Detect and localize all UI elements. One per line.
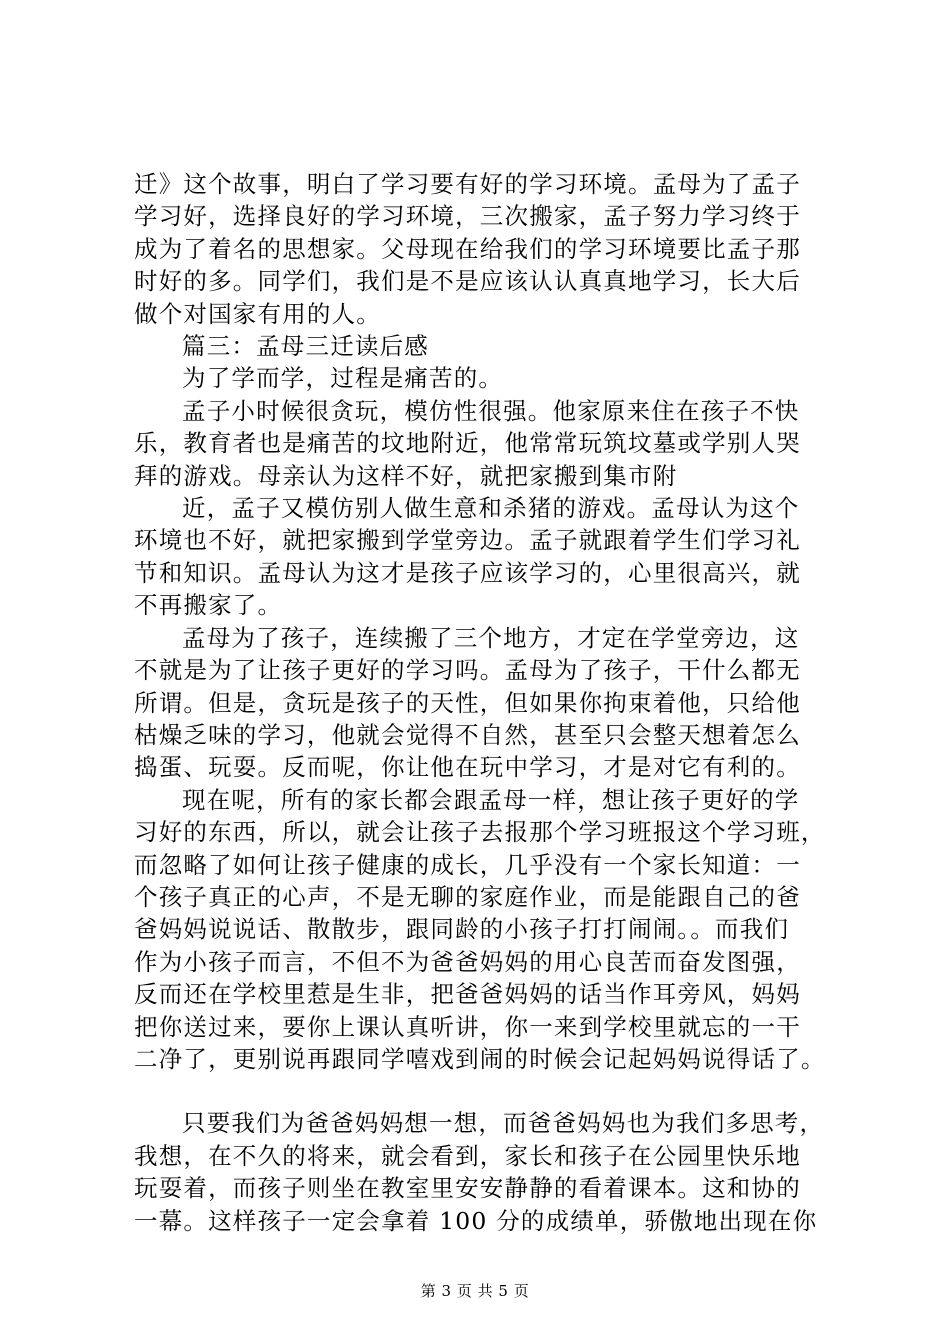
- text-line: 节和知识。孟母认为这才是孩子应该学习的，心里很高兴，就: [134, 558, 801, 587]
- paragraph: [134, 622, 834, 784]
- text-line: 一幕。这样孩子一定会拿着 100 分的成绩单，骄傲地出现在你: [134, 1206, 818, 1235]
- paragraph: [134, 362, 834, 394]
- page-footer: [0, 1281, 950, 1301]
- page-number-label: 第 3 页 共 5 页: [420, 1282, 530, 1300]
- paragraph-gap: [134, 1075, 834, 1107]
- text-line: 而忽略了如何让孩子健康的成长，几乎没有一个家长知道：一: [134, 850, 801, 879]
- document-body: [134, 168, 834, 1237]
- paragraph: [134, 168, 834, 330]
- paragraph: [134, 492, 834, 622]
- text-line: 我想，在不久的将来，就会看到，家长和孩子在公园里快乐地: [134, 1141, 801, 1170]
- text-line: 习好的东西，所以，就会让孩子去报那个学习班报这个学习班，: [134, 818, 826, 847]
- paragraph: [134, 395, 834, 492]
- text-line: 迁》这个故事，明白了学习要有好的学习环境。孟母为了孟子: [134, 170, 801, 198]
- text-line: 只要我们为爸爸妈妈想一想，而爸爸妈妈也为我们多思考，: [182, 1109, 825, 1138]
- text-line: 做个对国家有用的人。: [134, 299, 381, 328]
- text-line: 枯燥乏味的学习，他就会觉得不自然，甚至只会整天想着怎么: [134, 720, 801, 749]
- section-heading: [134, 330, 834, 362]
- text-line: 篇三：孟母三迁读后感: [182, 332, 429, 361]
- text-line: 学习好，选择良好的学习环境，三次搬家，孟子努力学习终于: [134, 202, 801, 231]
- text-line: 近，孟子又模仿别人做生意和杀猪的游戏。孟母认为这个: [182, 494, 800, 523]
- text-line: 爸妈妈说说话、散散步，跟同龄的小孩子打打闹闹。。而我们: [134, 915, 790, 944]
- text-line: 环境也不好，就把家搬到学堂旁边。孟子就跟着学生们学习礼: [134, 526, 801, 555]
- paragraph: [134, 784, 834, 1076]
- text-line: 个孩子真正的心声，不是无聊的家庭作业，而是能跟自己的爸: [134, 882, 801, 911]
- text-line: 二净了，更别说再跟同学嘻戏到闹的时候会记起妈妈说得话了。: [134, 1044, 826, 1073]
- paragraph: [134, 1107, 834, 1237]
- text-line: 为了学而学，过程是痛苦的。: [182, 364, 504, 393]
- text-line: 孟子小时候很贪玩，模仿性很强。他家原来住在孩子不快: [182, 396, 800, 425]
- text-line: 不再搬家了。: [134, 591, 283, 620]
- text-line: 作为小孩子而言，不但不为爸爸妈妈的用心良苦而奋发图强，: [134, 947, 801, 976]
- text-line: 捣蛋、玩耍。反而呢，你让他在玩中学习，才是对它有利的。: [134, 753, 801, 782]
- text-line: 玩耍着，而孩子则坐在教室里安安静静的看着课本。这和协的: [134, 1174, 801, 1203]
- text-line: 时好的多。同学们，我们是不是应该认认真真地学习，长大后: [134, 267, 801, 296]
- text-line: 不就是为了让孩子更好的学习吗。孟母为了孩子，干什么都无: [134, 656, 801, 685]
- text-line: 把你送过来，要你上课认真听讲，你一来到学校里就忘的一干: [134, 1012, 801, 1041]
- text-line: 成为了着名的思想家。父母现在给我们的学习环境要比孟子那: [134, 234, 801, 263]
- text-line: 反而还在学校里惹是生非，把爸爸妈妈的话当作耳旁风，妈妈: [134, 980, 801, 1009]
- text-line: 拜的游戏。母亲认为这样不好，就把家搬到集市附: [134, 461, 678, 490]
- text-line: 孟母为了孩子，连续搬了三个地方，才定在学堂旁边，这: [182, 623, 800, 652]
- text-line: 乐，教育者也是痛苦的坟地附近，他常常玩筑坟墓或学别人哭: [134, 429, 801, 458]
- text-line: 所谓。但是，贪玩是孩子的天性，但如果你拘束着他，只给他: [134, 688, 801, 717]
- text-line: 现在呢，所有的家长都会跟孟母一样，想让孩子更好的学: [182, 785, 800, 814]
